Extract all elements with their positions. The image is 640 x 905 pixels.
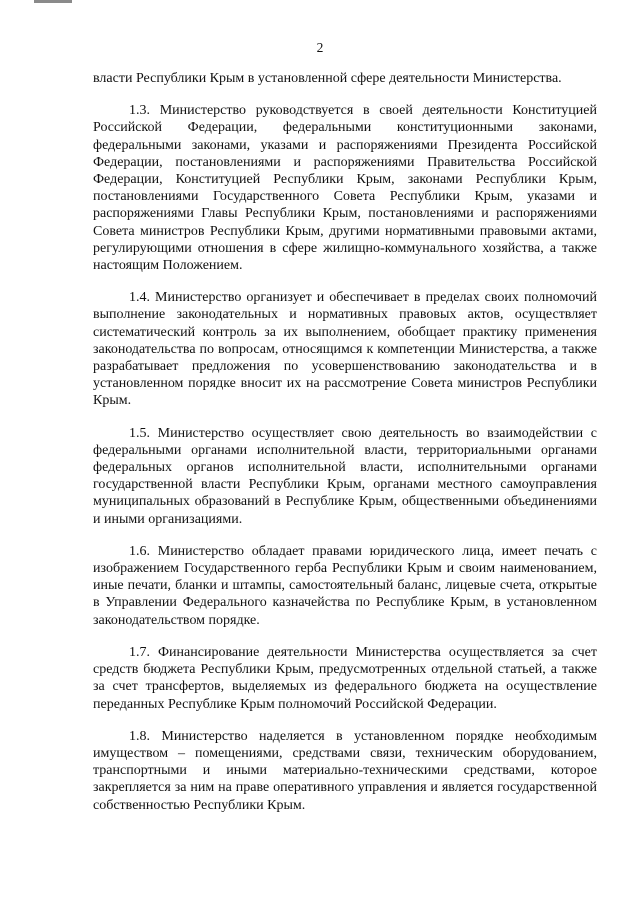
document-body bbox=[93, 70, 597, 829]
paragraph-1-3: 1.3. Министерство руководствуется в своей деятельности Конституцией Российской Федерации, федеральными конституционными законами, федеральными законами, указами и распоряжениями Президента Российской Федерации, постановлениями и распоряжениями Правительства Российской Федерации, Конституцией Республики Крым, законами Республики Крым, постановлениями Государственного Совета Республики Крым, указами и распоряжениями Главы Республики Крым, постановлениями и распоряжениями Совета министров Республики Крым, другими нормативными правовыми актами, регулирующими отношения в сфере жилищно-коммунального хозяйства, а также настоящим Положением. bbox=[93, 103, 597, 274]
paragraph-1-7: 1.7. Финансирование деятельности Министерства осуществляется за счет средств бюджета Республики Крым, предусмотренных отдельной статьей, а также за счет трансфертов, выделяемых из федерального бюджета на осуществление переданных Республике Крым полномочий Российской Федерации. bbox=[93, 644, 597, 712]
paragraph-continuation: власти Республики Крым в установленной сфере деятельности Министерства. bbox=[93, 71, 562, 86]
page-number: 2 bbox=[316, 40, 324, 55]
paragraph-1-4: 1.4. Министерство организует и обеспечивает в пределах своих полномочий выполнение законодательных и нормативных правовых актов, осуществляет систематический контроль за их выполнением, обобщает практику применения законодательства по вопросам, относящимся к компетенции Министерства, а также разрабатывает предложения по усовершенствованию законодательства и в установленном порядке вносит их на рассмотрение Совета министров Республики Крым. bbox=[93, 290, 597, 409]
paragraph-1-8: 1.8. Министерство наделяется в установленном порядке необходимым имуществом – помещениями, средствами связи, техническим оборудованием, транспортными и иными материально-техническими средствами, которое закрепляется за ним на праве оперативного управления и является государственной собственностью Республики Крым. bbox=[93, 728, 597, 813]
paragraph-1-5: 1.5. Министерство осуществляет свою деятельность во взаимодействии с федеральными органами исполнительной власти, территориальными органами федеральных органов исполнительной власти, исполнительными органами государственной власти Республики Крым, органами местного самоуправления муниципальных образований в Республике Крым, общественными объединениями и иными организациями. bbox=[93, 425, 597, 527]
paragraph-1-6: 1.6. Министерство обладает правами юридического лица, имеет печать с изображением Государственного герба Республики Крым и своим наименованием, иные печати, бланки и штампы, самостоятельный баланс, лицевые счета, открытые в Управлении Федерального казначейства по Республике Крым, в установленном законодательством порядке. bbox=[93, 543, 597, 628]
scan-edge-mark bbox=[34, 0, 72, 3]
